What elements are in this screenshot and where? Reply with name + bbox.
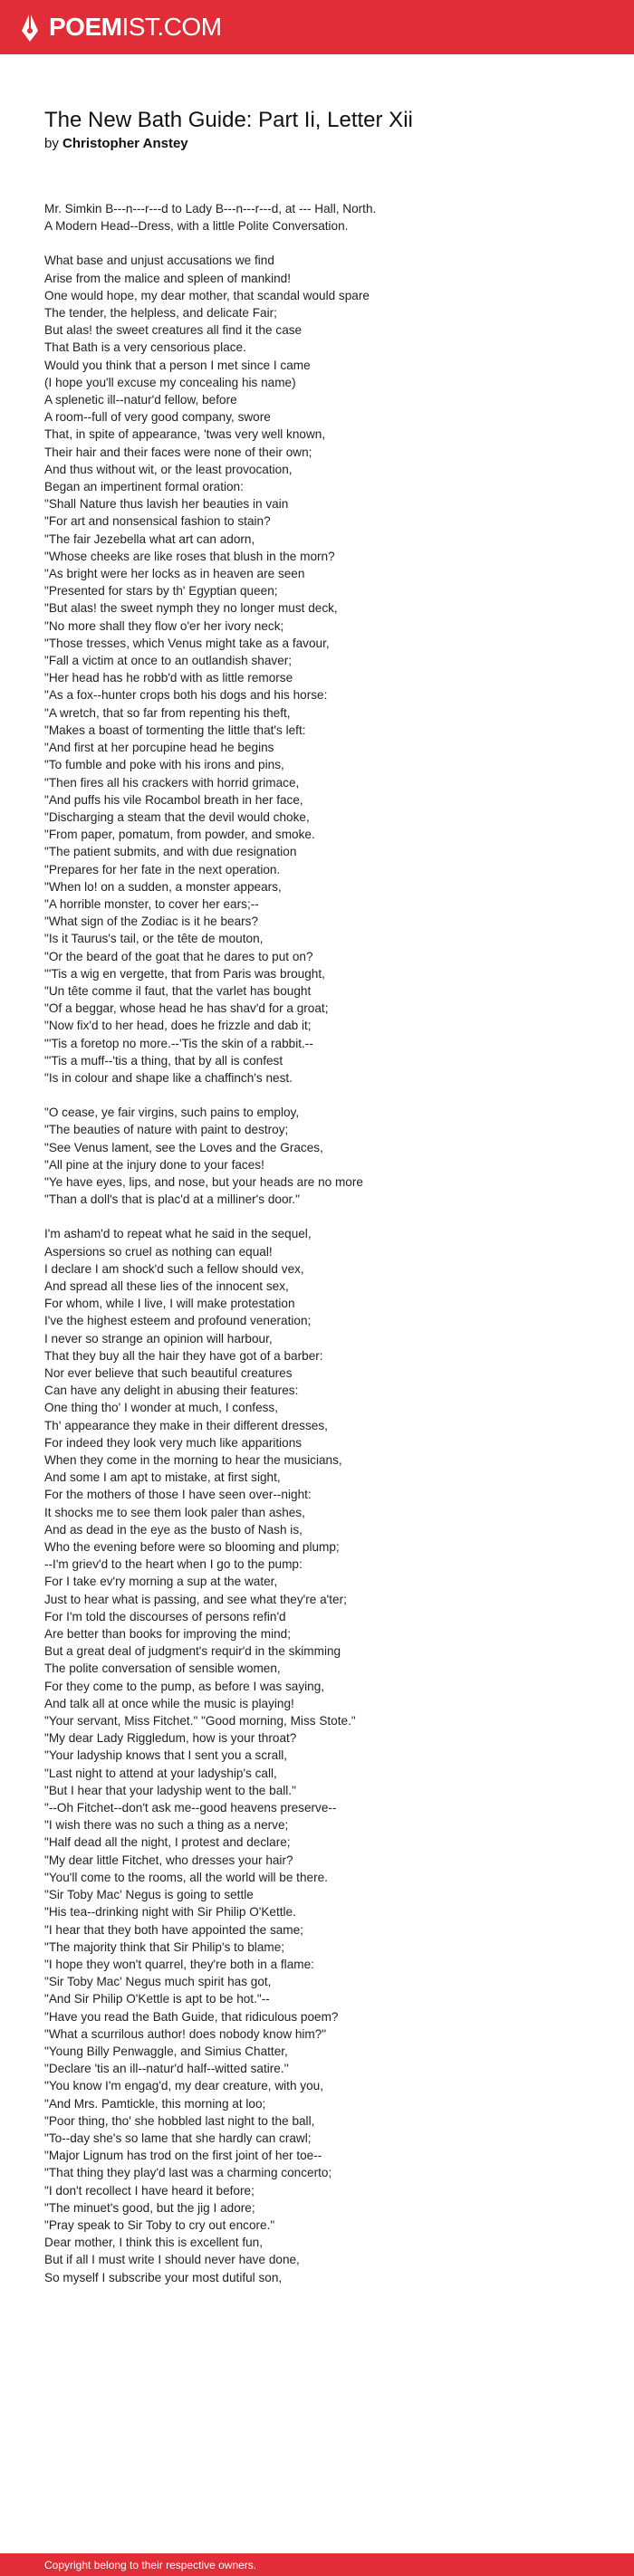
poem-line: "My dear little Fitchet, who dresses your hair?: [44, 1853, 293, 1867]
poem-line: "Half dead all the night, I protest and declare;: [44, 1835, 291, 1850]
poem-line: And talk all at once while the music is playing!: [44, 1696, 294, 1710]
poem-line: --I'm griev'd to the heart when I go to the pump:: [44, 1557, 303, 1572]
poem-line: And as dead in the eye as the busto of Nash is,: [44, 1522, 303, 1537]
poem-line: "'Tis a foretop no more.--'Tis the skin of a rabbit.--: [44, 1036, 313, 1050]
poem-line: But if all I must write I should never have done,: [44, 2253, 300, 2267]
poem-line: Th' appearance they make in their different dresses,: [44, 1418, 328, 1432]
site-footer: [0, 2553, 634, 2576]
poem-line: "Shall Nature thus lavish her beauties in vain: [44, 497, 289, 512]
poem-line: Mr. Simkin B---n---r---d to Lady B---n---r---d, at --- Hall, North.: [44, 202, 377, 215]
poem-line: I never so strange an opinion will harbour,: [44, 1331, 273, 1345]
poem-line: Are better than books for improving the mind;: [44, 1627, 292, 1642]
poem-line: "What sign of the Zodiac is it he bears?: [44, 915, 259, 929]
poem-line: When they come in the morning to hear the musicians,: [44, 1453, 342, 1468]
poem-line: "My dear Lady Riggledum, how is your throat?: [44, 1731, 297, 1746]
poem-line: "But alas! the sweet nymph they no longer must deck,: [44, 601, 338, 616]
byline-prefix: by: [44, 136, 63, 151]
poem-line: And spread all these lies of the innocent sex,: [44, 1278, 289, 1293]
pen-nib-icon[interactable]: [16, 9, 43, 45]
poem-line: "For art and nonsensical fashion to stain?: [44, 514, 271, 529]
poem-line: "Declare 'tis an ill--natur'd half--witted satire.'': [44, 2062, 289, 2076]
poem-line: "As bright were her locks as in heaven are seen: [44, 567, 305, 581]
poem-line: "Sir Toby Mac' Negus much spirit has got,: [44, 1975, 272, 1989]
poem-stanza: [44, 1104, 597, 1208]
poem-line: "To--day she's so lame that she hardly can crawl;: [44, 2131, 312, 2145]
poem-line: "Poor thing, tho' she hobbled last night to the ball,: [44, 2113, 315, 2128]
poem-line: Aspersions so cruel as nothing can equal!: [44, 1244, 273, 1259]
poem-line: For the mothers of those I have seen over--night:: [44, 1488, 312, 1502]
poem-line: "That thing they play'd last was a charming concerto;: [44, 2166, 332, 2180]
poem-line: One thing tho' I wonder at much, I confess,: [44, 1401, 278, 1415]
poem-line: "I wish there was no such a thing as a nerve;: [44, 1818, 289, 1833]
poem-line: Their hair and their faces were none of their own;: [44, 445, 312, 459]
poem-line: That they buy all the hair they have got of a barber:: [44, 1348, 323, 1363]
poem-line: "A horrible monster, to cover her ears;--: [44, 896, 259, 911]
author-link[interactable]: Christopher Anstey: [62, 136, 188, 151]
copyright-text: Copyright belong to their respective owners.: [44, 2558, 257, 2571]
poem-title: The New Bath Guide: Part Ii, Letter Xii: [44, 108, 413, 132]
poem-line: Who the evening before were so blooming and plump;: [44, 1540, 340, 1555]
poem-line: "And puffs his vile Rocambol breath in her face,: [44, 792, 303, 807]
poem-line: "Is it Taurus's tail, or the tête de mouton,: [44, 932, 264, 946]
poem-line: "The majority think that Sir Philip's to blame;: [44, 1939, 285, 1954]
poem-line: "Than a doll's that is plac'd at a milliner's door.": [44, 1192, 300, 1207]
poem-line: A splenetic ill--natur'd fellow, before: [44, 393, 237, 407]
poem-line: I'm asham'd to repeat what he said in the sequel,: [44, 1227, 312, 1241]
logo-bold-text: POEM: [49, 13, 122, 41]
poem-line: "All pine at the injury done to your faces!: [44, 1157, 264, 1172]
poem-line: "O cease, ye fair virgins, such pains to employ,: [44, 1106, 300, 1120]
poem-line: "Discharging a steam that the devil would choke,: [44, 809, 310, 824]
poem-line: "The beauties of nature with paint to destroy;: [44, 1123, 289, 1137]
poem-line: "And first at her porcupine head he begins: [44, 741, 274, 755]
poem-line: "Is in colour and shape like a chaffinch's nest.: [44, 1070, 293, 1085]
poem-line: One would hope, my dear mother, that scandal would spare: [44, 288, 370, 302]
poem-line: "Prepares for her fate in the next operation.: [44, 862, 281, 876]
poem-line: Can have any delight in abusing their features:: [44, 1384, 299, 1398]
poem-line: "Then fires all his crackers with horrid grimace,: [44, 775, 300, 790]
poem-stanza: [44, 1225, 597, 2285]
poem-line: And thus without wit, or the least provocation,: [44, 462, 293, 476]
poem-line: "To fumble and poke with his irons and pins,: [44, 758, 284, 772]
poem-line: "Young Billy Penwaggle, and Simius Chatter,: [44, 2044, 288, 2058]
poem-line: But alas! the sweet creatures all find it the case: [44, 323, 303, 338]
poem-line: "I hear that they both have appointed the same;: [44, 1922, 303, 1937]
poem-line: "I don't recollect I have heard it before;: [44, 2183, 255, 2198]
poem-line: "Your ladyship knows that I sent you a scrall,: [44, 1748, 288, 1763]
poem-line: "'Tis a muff--'tis a thing, that by all is confest: [44, 1053, 283, 1068]
poem-line: "No more shall they flow o'er her ivory neck;: [44, 618, 284, 633]
poem-line: That, in spite of appearance, 'twas very well known,: [44, 427, 326, 442]
poem-line: "Your servant, Miss Fitchet." "Good morning, Miss Stote.": [44, 1714, 356, 1729]
poem-line: "Her head has he robb'd with as little remorse: [44, 671, 293, 685]
poem-line: "Of a beggar, whose head he has shav'd for a groat;: [44, 1001, 329, 1016]
poem-line: "Major Lignum has trod on the first joint of her toe--: [44, 2149, 322, 2163]
poem-line: Dear mother, I think this is excellent fun,: [44, 2236, 264, 2250]
poem-stanza: [44, 252, 597, 1087]
poem-line: "Or the beard of the goat that he dares to put on?: [44, 949, 313, 963]
poem-line: "I hope they won't quarrel, they're both in a flame:: [44, 1957, 314, 1971]
poem-line: "See Venus lament, see the Loves and the Graces,: [44, 1140, 323, 1154]
poem-line: "Pray speak to Sir Toby to cry out encore.": [44, 2217, 275, 2232]
poem-line: The polite conversation of sensible women,: [44, 1661, 281, 1676]
poem-line: "Now fix'd to her head, does he frizzle and dab it;: [44, 1019, 312, 1033]
poem-line: "What a scurrilous author! does nobody know him?": [44, 2026, 327, 2041]
poem-line: What base and unjust accusations we find: [44, 254, 274, 268]
poem-line: "A wretch, that so far from repenting his theft,: [44, 705, 291, 720]
poem-line: "Makes a boast of tormenting the little that's left:: [44, 723, 306, 737]
poem-body: [44, 200, 597, 2286]
poem-line: "The patient submits, and with due resignation: [44, 845, 297, 859]
site-logo[interactable]: [49, 13, 222, 42]
poem-line: "Last night to attend at your ladyship's call,: [44, 1766, 277, 1780]
site-header: [0, 0, 634, 54]
poem-line: Began an impertinent formal oration:: [44, 480, 244, 494]
poem-line: "You'll come to the rooms, all the world will be there.: [44, 1870, 328, 1884]
poem-line: Nor ever believe that such beautiful creatures: [44, 1366, 293, 1380]
poem-line: And some I am apt to mistake, at first sight,: [44, 1470, 281, 1485]
poem-line: For I'm told the discourses of persons refin'd: [44, 1609, 286, 1623]
poem-line: For I take ev'ry morning a sup at the water,: [44, 1575, 278, 1589]
poem-line: That Bath is a very censorious place.: [44, 340, 246, 355]
poem-line: "Fall a victim at once to an outlandish shaver;: [44, 654, 293, 668]
poem-container: [44, 107, 597, 2303]
poem-stanza: [44, 200, 597, 235]
poem-line: "Whose cheeks are like roses that blush in the morn?: [44, 549, 335, 563]
poem-line: A room--full of very good company, swore: [44, 410, 271, 425]
poem-line: For indeed they look very much like apparitions: [44, 1435, 303, 1450]
poem-line: I declare I am shock'd such a fellow should vex,: [44, 1261, 304, 1276]
poem-line: "And Sir Philip O'Kettle is apt to be hot."--: [44, 1992, 270, 2006]
poem-line: "The minuet's good, but the jig I adore;: [44, 2200, 255, 2215]
logo-light-text: IST.COM: [121, 13, 222, 41]
poem-line: For whom, while I live, I will make protestation: [44, 1297, 295, 1311]
poem-line: "When lo! on a sudden, a monster appears,: [44, 879, 282, 894]
poem-line: "And Mrs. Pamtickle, this morning at loo;: [44, 2096, 266, 2111]
poem-line: Arise from the malice and spleen of mankind!: [44, 271, 292, 285]
poem-line: "The fair Jezebella what art can adorn,: [44, 531, 255, 546]
poem-line: So myself I subscribe your most dutiful son,: [44, 2270, 283, 2284]
poem-line: "Presented for stars by th' Egyptian queen;: [44, 584, 278, 599]
poem-line: "But I hear that your ladyship went to the ball.": [44, 1783, 296, 1797]
poem-line: It shocks me to see them look paler than ashes,: [44, 1505, 305, 1519]
poem-line: A Modern Head--Dress, with a little Polite Conversation.: [44, 219, 349, 234]
poem-line: "'Tis a wig en vergette, that from Paris was brought,: [44, 966, 325, 981]
poem-line: But a great deal of judgment's requir'd in the skimming: [44, 1644, 341, 1659]
poem-line: "Ye have eyes, lips, and nose, but your heads are no more: [44, 1174, 363, 1189]
poem-line: For they come to the pump, as before I was saying,: [44, 1679, 325, 1693]
poem-line: "Un tête comme il faut, that the varlet has bought: [44, 983, 312, 998]
poem-line: "His tea--drinking night with Sir Philip O'Kettle.: [44, 1905, 296, 1920]
poem-line: "--Oh Fitchet--don't ask me--good heavens preserve--: [44, 1801, 337, 1815]
poem-line: "As a fox--hunter crops both his dogs and his horse:: [44, 688, 328, 703]
poem-line: "Sir Toby Mac' Negus is going to settle: [44, 1888, 254, 1902]
poem-line: Just to hear what is passing, and see what they're a'ter;: [44, 1592, 347, 1606]
poem-line: "Have you read the Bath Guide, that ridiculous poem?: [44, 2009, 339, 2024]
poem-line: "You know I'm engag'd, my dear creature, with you,: [44, 2079, 323, 2093]
poem-byline: [44, 135, 597, 153]
poem-line: "Those tresses, which Venus might take as a favour,: [44, 636, 330, 650]
poem-line: I've the highest esteem and profound veneration;: [44, 1314, 312, 1328]
poem-line: "From paper, pomatum, from powder, and smoke.: [44, 828, 315, 842]
poem-line: Would you think that a person I met since I came: [44, 358, 311, 372]
poem-line: The tender, the helpless, and delicate Fair;: [44, 306, 277, 321]
poem-line: (I hope you'll excuse my concealing his name): [44, 375, 296, 389]
